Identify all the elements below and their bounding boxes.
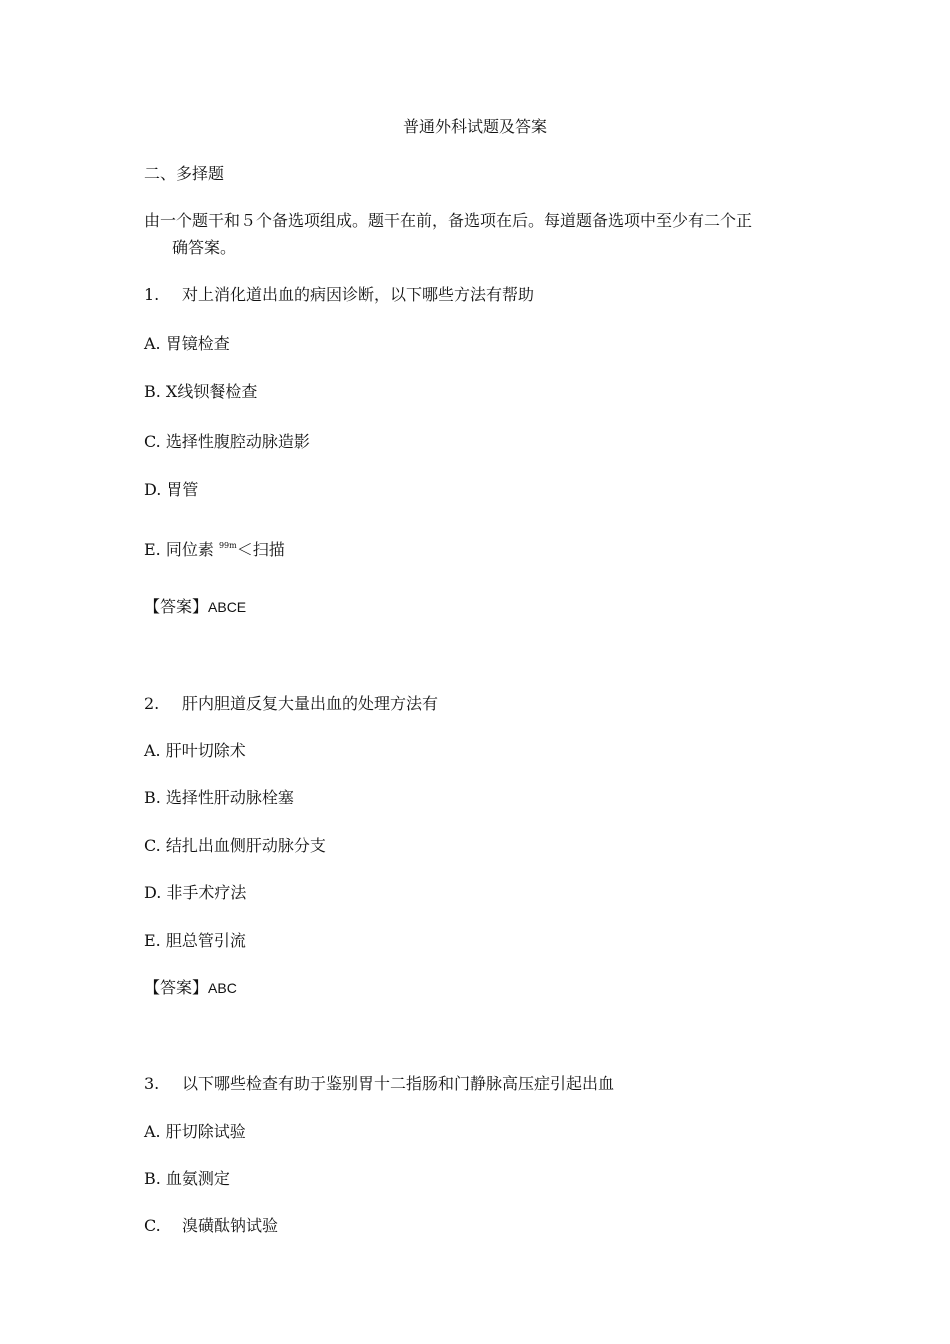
question-number: 2. xyxy=(144,694,160,713)
question-1-option-d: D. 胃管 xyxy=(144,480,199,499)
section-heading: 二、多择题 xyxy=(144,164,225,183)
question-1-option-a: A. 胃镜检查 xyxy=(144,334,230,353)
option-e-prefix: E. 同位素 xyxy=(144,540,219,559)
question-number: 1. xyxy=(144,285,160,304)
isotope-superscript: 99m xyxy=(218,541,237,550)
question-2-option-d: D. 非手术疗法 xyxy=(144,883,247,902)
answer-label: 【答案】 xyxy=(144,978,209,997)
question-3-stem xyxy=(144,1074,614,1094)
option-label: C. xyxy=(144,1216,161,1235)
question-1-option-e xyxy=(144,540,285,560)
question-1-stem xyxy=(144,285,534,305)
answer-value: ABC xyxy=(208,980,237,996)
question-3-option-b: B. 血氨测定 xyxy=(144,1169,230,1188)
document-title: 普通外科试题及答案 xyxy=(402,117,547,136)
question-text: 以下哪些检查有助于鉴别胃十二指肠和门静脉高压症引起出血 xyxy=(182,1074,615,1093)
question-1-option-c: C. 选择性腹腔动脉造影 xyxy=(144,432,310,451)
instructions-line-2: 确答案。 xyxy=(172,238,237,257)
question-text: 肝内胆道反复大量出血的处理方法有 xyxy=(182,694,439,713)
question-2-stem xyxy=(144,694,438,714)
answer-label: 【答案】 xyxy=(144,597,209,616)
question-2-option-a: A. 肝叶切除术 xyxy=(144,741,246,760)
question-1-answer xyxy=(144,597,246,617)
question-3-option-c xyxy=(144,1216,278,1236)
option-e-suffix: ＜扫描 xyxy=(236,540,285,559)
question-number: 3. xyxy=(144,1074,160,1093)
option-text: 溴磺酞钠试验 xyxy=(182,1216,279,1235)
question-2-answer xyxy=(144,978,237,998)
question-2-option-c: C. 结扎出血侧肝动脉分支 xyxy=(144,836,326,855)
question-text: 对上消化道出血的病因诊断，以下哪些方法有帮助 xyxy=(182,285,535,304)
question-1-option-b: B. X线钡餐检查 xyxy=(144,382,258,401)
instructions-line-1: 由一个题干和５个备选项组成。题干在前，备选项在后。每道题备选项中至少有二个正 xyxy=(144,211,753,230)
question-2-option-e: E. 胆总管引流 xyxy=(144,931,246,950)
question-3-option-a: A. 肝切除试验 xyxy=(144,1122,246,1141)
answer-value: ABCE xyxy=(208,599,247,615)
question-2-option-b: B. 选择性肝动脉栓塞 xyxy=(144,788,294,807)
